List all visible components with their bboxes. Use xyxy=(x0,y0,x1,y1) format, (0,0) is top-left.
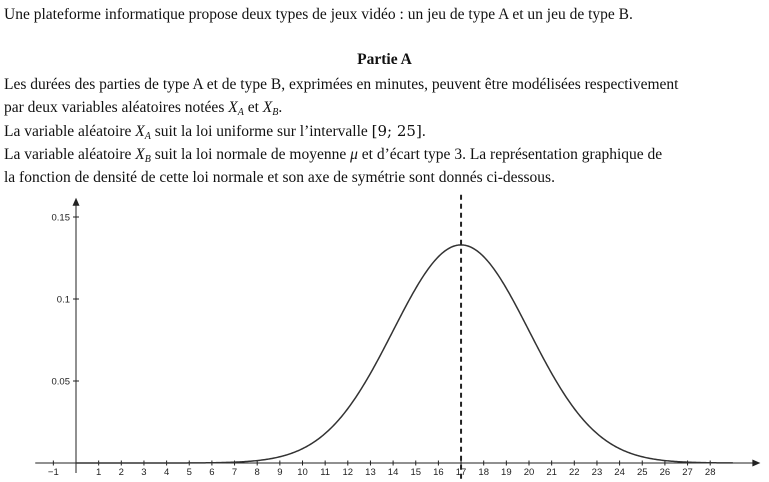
x-tick-label: 24 xyxy=(614,467,625,478)
x-tick-label: 25 xyxy=(636,467,648,478)
x-tick-label: 22 xyxy=(569,467,580,478)
density-curve xyxy=(76,245,733,463)
x-tick-label: 14 xyxy=(387,467,399,478)
var-XB: $X_B$ xyxy=(262,99,279,118)
p1-text: par deux variables aléatoires notées xyxy=(4,99,225,116)
mu-symbol: μ xyxy=(350,146,358,163)
p2-text-a: La variable aléatoire xyxy=(4,123,132,140)
var-XB-2: $X_B$ xyxy=(135,146,151,165)
interval: [9; 25] xyxy=(371,122,422,140)
x-tick-label: 16 xyxy=(433,467,444,478)
section-title: Partie A xyxy=(357,51,412,68)
p3-text-b: suit la loi normale de moyenne xyxy=(154,146,347,163)
p3-text-a: La variable aléatoire xyxy=(4,146,132,163)
x-tick-label: 23 xyxy=(591,467,603,478)
x-tick-label: 28 xyxy=(704,467,716,478)
x-axis-arrow xyxy=(752,460,760,467)
x-tick-label: 9 xyxy=(277,467,283,478)
x-tick-label: 19 xyxy=(501,467,512,478)
x-tick-label: 13 xyxy=(365,467,376,478)
x-tick-label: 27 xyxy=(682,467,693,478)
x-tick-label: 4 xyxy=(163,467,170,478)
x-tick-label: 17 xyxy=(455,467,467,478)
paragraph-3-line-2: la fonction de densité de cette loi normale et son axe de symétrie sont donnés ci-dessous. xyxy=(4,169,555,186)
x-tick-label: 10 xyxy=(297,467,308,478)
intro-text: Une plateforme informatique propose deux types de jeux vidéo : un jeu de type A et un jeu de type B. xyxy=(4,6,633,23)
p2-text-b: suit la loi uniforme sur l’intervalle xyxy=(154,123,368,140)
x-tick-label: 20 xyxy=(523,467,535,478)
y-tick-label: 0.15 xyxy=(51,212,70,224)
period: . xyxy=(278,99,283,116)
var-XA-2: $X_A$ xyxy=(135,123,151,142)
x-tick-label: 8 xyxy=(254,467,260,478)
var-XA: $X_A$ xyxy=(228,99,244,118)
x-tick-label: 18 xyxy=(478,467,489,478)
period-2: . xyxy=(421,123,426,140)
x-tick-label: 3 xyxy=(141,467,147,478)
x-tick-label: 11 xyxy=(320,467,331,478)
x-tick-label: 5 xyxy=(186,467,192,478)
x-tick-label: 15 xyxy=(410,467,422,478)
x-tick-label: 12 xyxy=(342,467,354,478)
x-tick-label: 2 xyxy=(118,467,124,478)
x-tick-label: 6 xyxy=(209,467,215,478)
y-tick-label: 0.1 xyxy=(56,294,70,306)
y-axis-arrow xyxy=(73,198,80,206)
y-tick-label: 0.05 xyxy=(51,376,70,388)
paragraph-1-line-1: Les durées des parties de type A et de type B, exprimées en minutes, peuvent être modélisées respectivement xyxy=(4,76,679,93)
x-tick-label: 21 xyxy=(546,467,557,478)
x-tick-label: 26 xyxy=(659,467,671,478)
x-tick-label: −1 xyxy=(47,467,59,478)
x-tick-label: 7 xyxy=(231,467,238,478)
p3-text-c: et d’écart type 3. La représentation graphique de xyxy=(361,146,663,163)
and-word: et xyxy=(247,99,259,116)
x-tick-label: 1 xyxy=(96,467,102,478)
